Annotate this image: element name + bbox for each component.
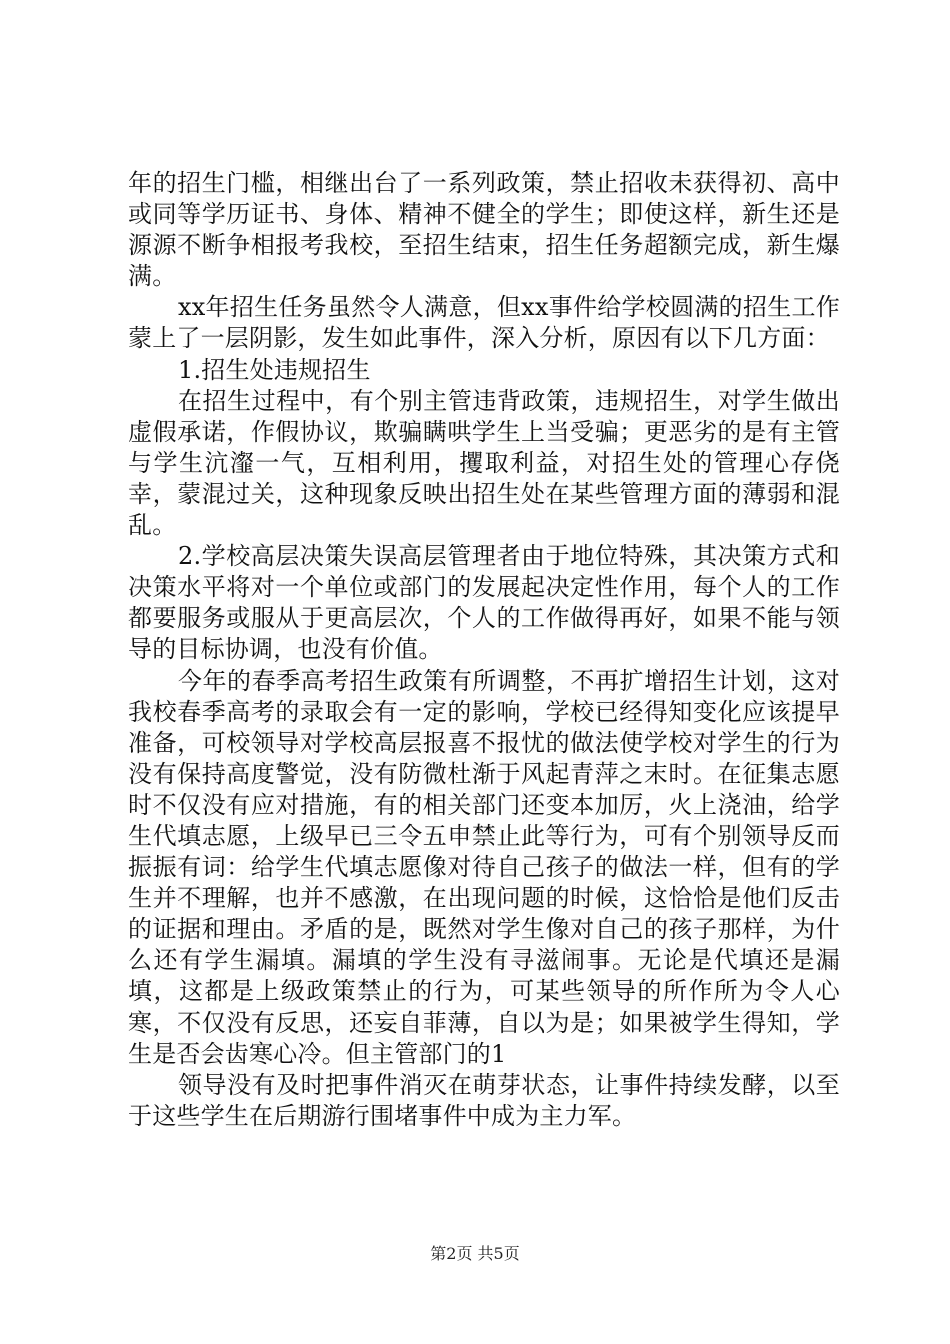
paragraph-spring-exam: 今年的春季高考招生政策有所调整，不再扩增招生计划，这对我校春季高考的录取会有一定的影响，学校已经得知变化应该提早准备，可校领导对学校高层报喜不报忧的做法使学校对学生的行为没有保持高度警觉，没有防微杜渐于风起青萍之末时。在征集志愿时不仅没有应对措施，有的相关部门还变本加厉，火上浇油，给学生代填志愿，上级早已三令五申禁止此等行为，可有个别领导反而振振有词：给学生代填志愿像对待自己孩子的做法一样，但有的学生并不理解，也并不感激，在出现问题的时候，这恰恰是他们反击的证据和理由。矛盾的是，既然对学生像对自己的孩子那样，为什么还有学生漏填。漏填的学生没有寻滋闹事。无论是代填还是漏填，这都是上级政策禁止的行为，可某些领导的所作所为令人心寒，不仅没有反思，还妄自菲薄，自以为是；如果被学生得知，学生是否会齿寒心冷。但主管部门的1 — [128, 666, 840, 1068]
paragraph-conclusion: 领导没有及时把事件消灭在萌芽状态，让事件持续发酵，以至于这些学生在后期游行围堵事件中成为主力军。 — [128, 1070, 840, 1130]
body-text — [128, 168, 840, 1132]
section-heading-1: 1.招生处违规招生 — [178, 355, 371, 384]
paragraph-summary: xx年招生任务虽然令人满意，但xx事件给学校圆满的招生工作蒙上了一层阴影，发生如此事件，深入分析，原因有以下几方面： — [128, 293, 840, 353]
paragraph-continuation: 年的招生门槛，相继出台了一系列政策，禁止招收未获得初、高中或同等学历证书、身体、精神不健全的学生；即使这样，新生还是源源不断争相报考我校，至招生结束，招生任务超额完成，新生爆满。 — [128, 169, 840, 291]
paragraph-section-2: 2.学校高层决策失误高层管理者由于地位特殊，其决策方式和决策水平将对一个单位或部门的发展起决定性作用，每个人的工作都要服务或服从于更高层次，个人的工作做得再好，如果不能与领导的目标协调，也没有价值。 — [128, 542, 840, 664]
paragraph-section-1: 在招生过程中，有个别主管违背政策，违规招生，对学生做出虚假承诺，作假协议，欺骗瞒哄学生上当受骗；更恶劣的是有主管与学生沆瀣一气，互相利用，攫取利益，对招生处的管理心存侥幸，蒙混过关，这种现象反映出招生处在某些管理方面的薄弱和混乱。 — [128, 386, 840, 540]
page-footer — [0, 1244, 950, 1264]
page-number-label: 第2页 共5页 — [430, 1244, 520, 1263]
